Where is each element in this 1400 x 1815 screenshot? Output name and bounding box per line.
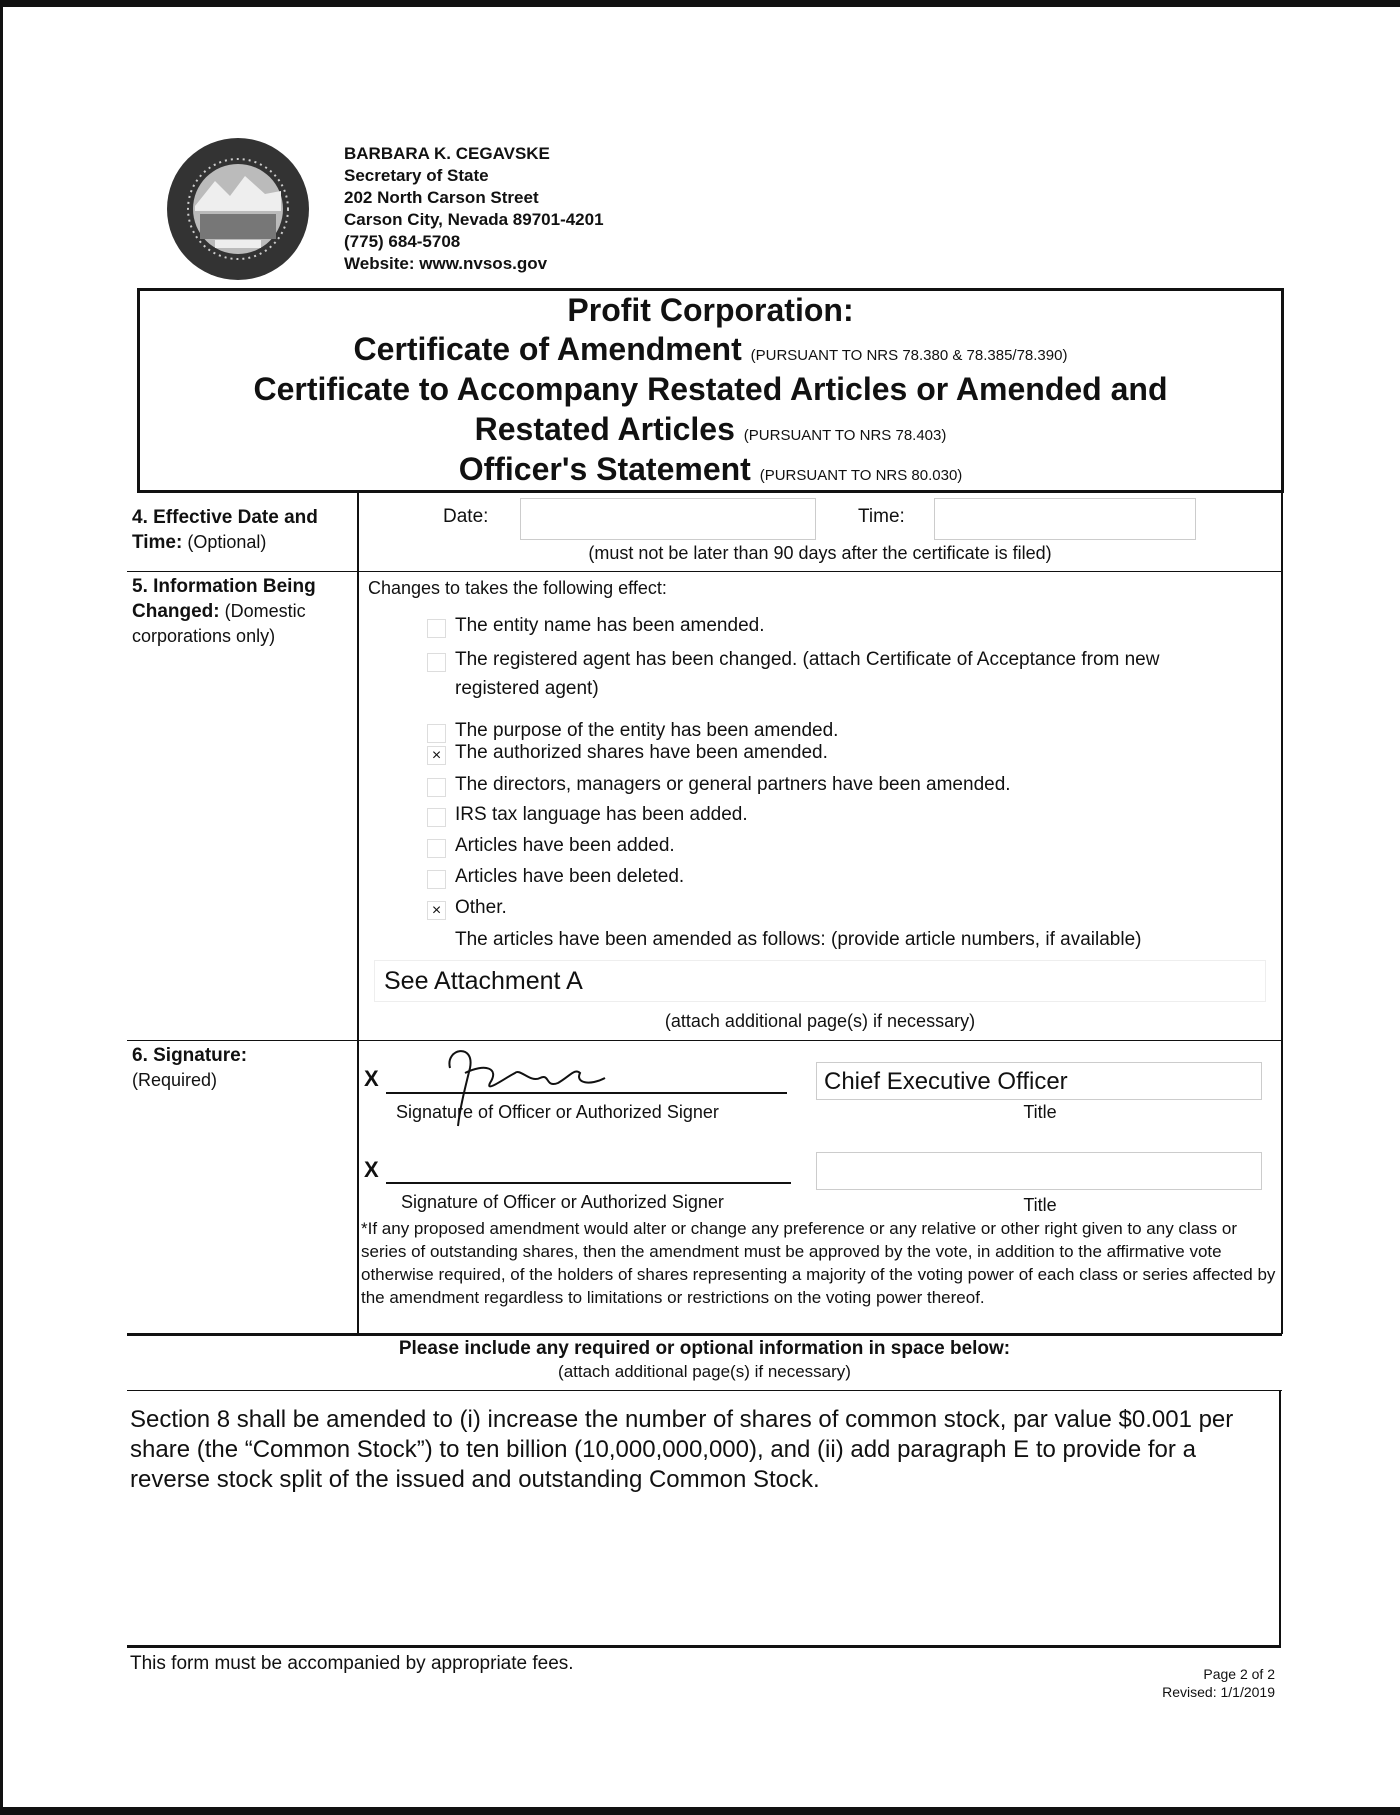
row-divider xyxy=(127,1040,1282,1041)
section4-label xyxy=(132,505,318,555)
title-line2-note: (PURSUANT TO NRS 78.380 & 78.385/78.390) xyxy=(750,347,1068,364)
checkbox-unchecked[interactable] xyxy=(427,653,446,672)
title-line4-text: Restated Articles xyxy=(474,411,735,447)
checkbox-unchecked[interactable] xyxy=(427,808,446,827)
title-value-1: Chief Executive Officer xyxy=(824,1068,1068,1095)
nevada-state-seal xyxy=(165,136,311,282)
header-city: Carson City, Nevada 89701-4201 xyxy=(344,210,604,229)
section4-title2: Time: xyxy=(132,532,183,553)
title-caption-2: Title xyxy=(1023,1195,1057,1215)
signature-caption-1: Signature of Officer or Authorized Signer xyxy=(396,1102,719,1122)
header-name: BARBARA K. CEGAVSKE xyxy=(344,144,550,163)
title-line2 xyxy=(140,331,1281,368)
checkbox-label: The registered agent has been changed. (attach Certificate of Acceptance from new xyxy=(455,649,1160,670)
title-line1: Profit Corporation: xyxy=(567,292,854,328)
signature-line-2[interactable] xyxy=(386,1182,791,1184)
title-input-2[interactable] xyxy=(816,1152,1262,1190)
header-office: Secretary of State xyxy=(344,166,489,185)
checkbox-unchecked[interactable] xyxy=(427,724,446,743)
additional-info-heading: Please include any required or optional information in space below: xyxy=(398,1338,1011,1359)
section4-note: (Optional) xyxy=(187,532,267,552)
section6-title: 6. Signature: xyxy=(132,1045,248,1066)
title-line5 xyxy=(140,451,1281,488)
section5-note: (Domestic xyxy=(224,601,306,621)
title-line3: Certificate to Accompany Restated Articles or Amended and xyxy=(253,371,1168,407)
signature-x-mark: X xyxy=(364,1066,379,1091)
table-right-border xyxy=(1281,490,1283,1334)
additional-info-text: Section 8 shall be amended to (i) increase the number of shares of common stock, par value $0.001 per share (the “Common Stock”) to ten billion (10,000,000,000), and (ii) add paragraph E to provide for a reverse stock split of the issued and outstanding Common Stock. xyxy=(130,1406,1234,1493)
title-line4-note: (PURSUANT TO NRS 78.403) xyxy=(743,427,947,444)
time-label: Time: xyxy=(858,506,905,527)
amendment-value: See Attachment A xyxy=(384,967,583,995)
date-time-note: (must not be later than 90 days after the certificate is filed) xyxy=(588,543,1052,563)
checkbox-label-cont: registered agent) xyxy=(455,678,599,699)
signature-x-mark-2: X xyxy=(364,1157,379,1182)
checkbox-label: The directors, managers or general partners have been amended. xyxy=(455,774,1011,795)
checkbox-label: The authorized shares have been amended. xyxy=(455,742,828,763)
checkbox-unchecked[interactable] xyxy=(427,839,446,858)
signature-caption-2: Signature of Officer or Authorized Signer xyxy=(401,1192,724,1212)
changes-intro: Changes to takes the following effect: xyxy=(368,578,667,598)
section5-note2: corporations only) xyxy=(132,626,276,646)
form-title-box xyxy=(137,288,1284,493)
checkbox-unchecked[interactable] xyxy=(427,778,446,797)
title-line5-note: (PURSUANT TO NRS 80.030) xyxy=(759,467,963,484)
scan-edge-left xyxy=(0,0,3,1815)
checkbox-label: Articles have been deleted. xyxy=(455,866,685,887)
title-line2-text: Certificate of Amendment xyxy=(353,331,742,367)
section4-title: 4. Effective Date and xyxy=(132,507,318,528)
table-divider xyxy=(357,490,359,1334)
time-input[interactable] xyxy=(934,498,1196,540)
amendment-input[interactable] xyxy=(374,960,1266,1002)
attach-note: (attach additional page(s) if necessary) xyxy=(664,1011,976,1031)
checkbox-label: The entity name has been amended. xyxy=(455,615,765,636)
section6-label xyxy=(132,1043,247,1093)
checkbox-label: Other. xyxy=(455,897,507,918)
checkbox-unchecked[interactable] xyxy=(427,619,446,638)
date-input[interactable] xyxy=(520,498,816,540)
section5-title2: Changed: xyxy=(132,601,220,622)
scan-edge-top xyxy=(0,0,1400,7)
checkbox-checked[interactable]: × xyxy=(427,746,446,765)
checkbox-unchecked[interactable] xyxy=(427,870,446,889)
header-phone: (775) 684-5708 xyxy=(344,232,461,251)
title-input-1[interactable] xyxy=(816,1062,1262,1100)
section5-title: 5. Information Being xyxy=(132,576,316,597)
checkbox-checked[interactable]: × xyxy=(427,901,446,920)
checkbox-label: IRS tax language has been added. xyxy=(455,804,748,825)
title-caption-1: Title xyxy=(1023,1102,1057,1122)
date-label: Date: xyxy=(443,506,489,527)
amended-as-follows: The articles have been amended as follows: (provide article numbers, if available) xyxy=(455,929,1142,950)
checkbox-label: The purpose of the entity has been amended. xyxy=(455,720,839,741)
additional-info-subheading: (attach additional page(s) if necessary) xyxy=(558,1362,851,1381)
page-number: Page 2 of 2 xyxy=(1203,1666,1275,1682)
checkbox-label: Articles have been added. xyxy=(455,835,675,856)
row-divider xyxy=(127,1333,1282,1336)
section5-label xyxy=(132,574,316,649)
row-divider xyxy=(127,571,1282,572)
header-website: Website: www.nvsos.gov xyxy=(344,254,548,273)
fees-note: This form must be accompanied by appropriate fees. xyxy=(130,1653,574,1674)
header-street: 202 North Carson Street xyxy=(344,188,539,207)
title-line5-text: Officer's Statement xyxy=(458,451,751,487)
amendment-footnote: *If any proposed amendment would alter or change any preference or any relative or other right given to any class or series of outstanding shares, then the amendment must be approved by the vote, in addition to the affirmative vote otherwise required, of the holders of shares representing a majority of the voting power of each class or series affected by the amendment regardless to limitations or restrictions on the voting power thereof. xyxy=(361,1219,1276,1307)
additional-box-bottom xyxy=(127,1645,1281,1648)
scan-edge-bottom xyxy=(0,1807,1400,1815)
title-line4 xyxy=(140,411,1281,448)
section6-note: (Required) xyxy=(132,1070,218,1090)
additional-divider xyxy=(127,1390,1282,1391)
revised-date: Revised: 1/1/2019 xyxy=(1162,1684,1275,1700)
